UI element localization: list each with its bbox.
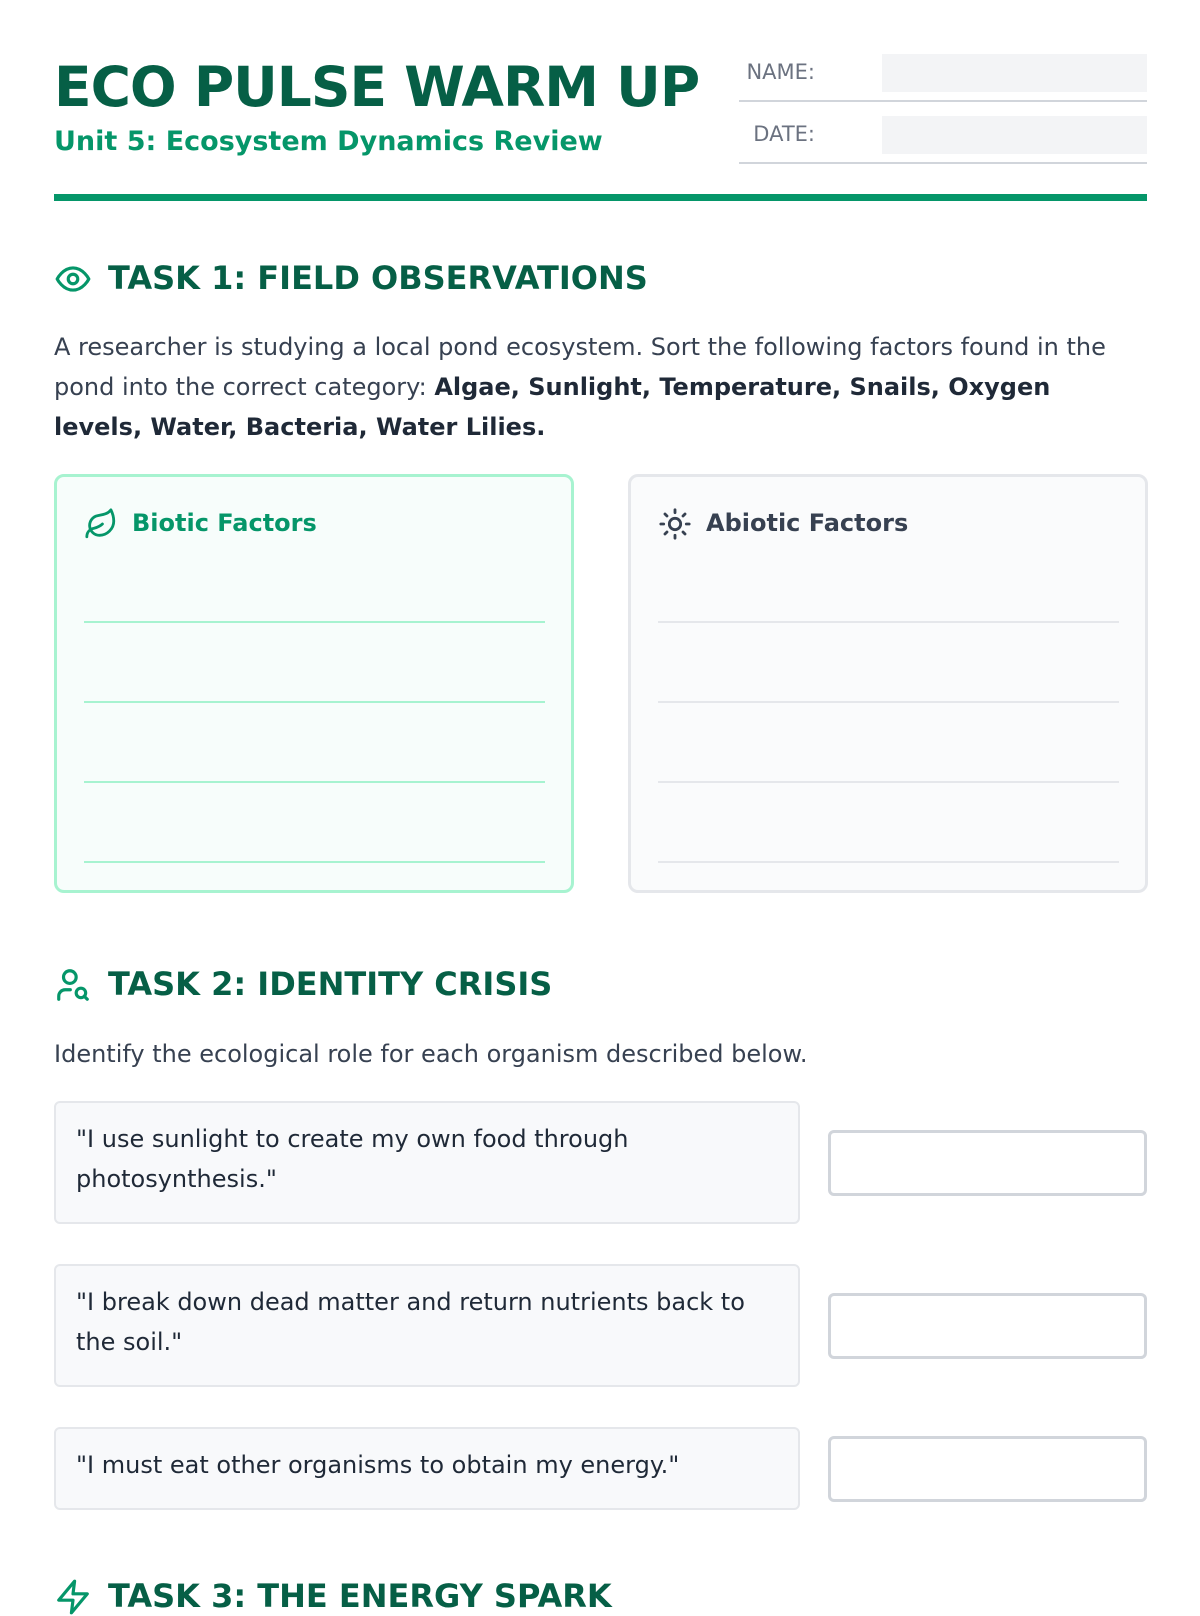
organism-description-card (54, 1101, 800, 1224)
date-field-row (739, 114, 1147, 164)
task2-heading (54, 964, 1147, 1004)
abiotic-answer-line[interactable] (658, 621, 1119, 623)
abiotic-answer-line[interactable] (658, 861, 1119, 863)
biotic-answer-line[interactable] (84, 861, 545, 863)
biotic-answer-line[interactable] (84, 621, 545, 623)
organism-quote: "I use sunlight to create my own food through photosynthesis." (76, 1125, 629, 1193)
organism-quote: "I must eat other organisms to obtain my energy." (76, 1451, 680, 1479)
ecological-role-input[interactable] (828, 1293, 1147, 1359)
biotic-answer-line[interactable] (84, 701, 545, 703)
user-search-icon (54, 966, 92, 1004)
worksheet-header (54, 0, 1147, 201)
task3-heading (54, 1576, 1147, 1616)
abiotic-answer-line[interactable] (658, 781, 1119, 783)
task2-title: TASK 2: IDENTITY CRISIS (108, 965, 553, 1003)
worksheet-title: ECO PULSE WARM UP (54, 55, 700, 119)
task1-factor-list: Algae, Sunlight, Temperature, Snails, Oxygen levels, Water, Bacteria, Water Lilies. (54, 373, 1051, 441)
organism-quote: "I break down dead matter and return nutrients back to the soil." (76, 1288, 745, 1356)
date-label: DATE: (753, 122, 815, 146)
biotic-factors-header (84, 505, 544, 541)
name-field-row (739, 52, 1147, 102)
task1-heading (54, 258, 1147, 298)
sun-icon (658, 507, 692, 541)
eye-icon (54, 260, 92, 298)
ecological-role-input[interactable] (828, 1130, 1147, 1196)
task1-instructions (54, 327, 1114, 447)
header-divider (54, 194, 1147, 201)
worksheet-subtitle: Unit 5: Ecosystem Dynamics Review (54, 126, 603, 157)
name-input[interactable] (882, 54, 1147, 92)
abiotic-factors-box (628, 474, 1148, 893)
task3-title: TASK 3: THE ENERGY SPARK (108, 1577, 612, 1615)
worksheet-page (54, 0, 1147, 1615)
task1-title: TASK 1: FIELD OBSERVATIONS (108, 259, 648, 297)
biotic-factors-label: Biotic Factors (132, 509, 317, 537)
biotic-factors-box (54, 474, 574, 893)
task1-instruction-text: A researcher is studying a local pond ecosystem. Sort the following factors found in the pond into the correct category: (54, 333, 1106, 401)
task2-instructions: Identify the ecological role for each organism described below. (54, 1040, 808, 1068)
ecological-role-input[interactable] (828, 1436, 1147, 1502)
biotic-answer-line[interactable] (84, 781, 545, 783)
organism-description-card (54, 1264, 800, 1387)
organism-description-card (54, 1427, 800, 1510)
abiotic-factors-header (658, 505, 1118, 541)
date-input[interactable] (882, 116, 1147, 154)
abiotic-answer-line[interactable] (658, 701, 1119, 703)
name-label: NAME: (746, 60, 815, 84)
abiotic-factors-label: Abiotic Factors (706, 509, 909, 537)
lightning-icon (54, 1578, 92, 1616)
leaf-icon (84, 507, 118, 541)
